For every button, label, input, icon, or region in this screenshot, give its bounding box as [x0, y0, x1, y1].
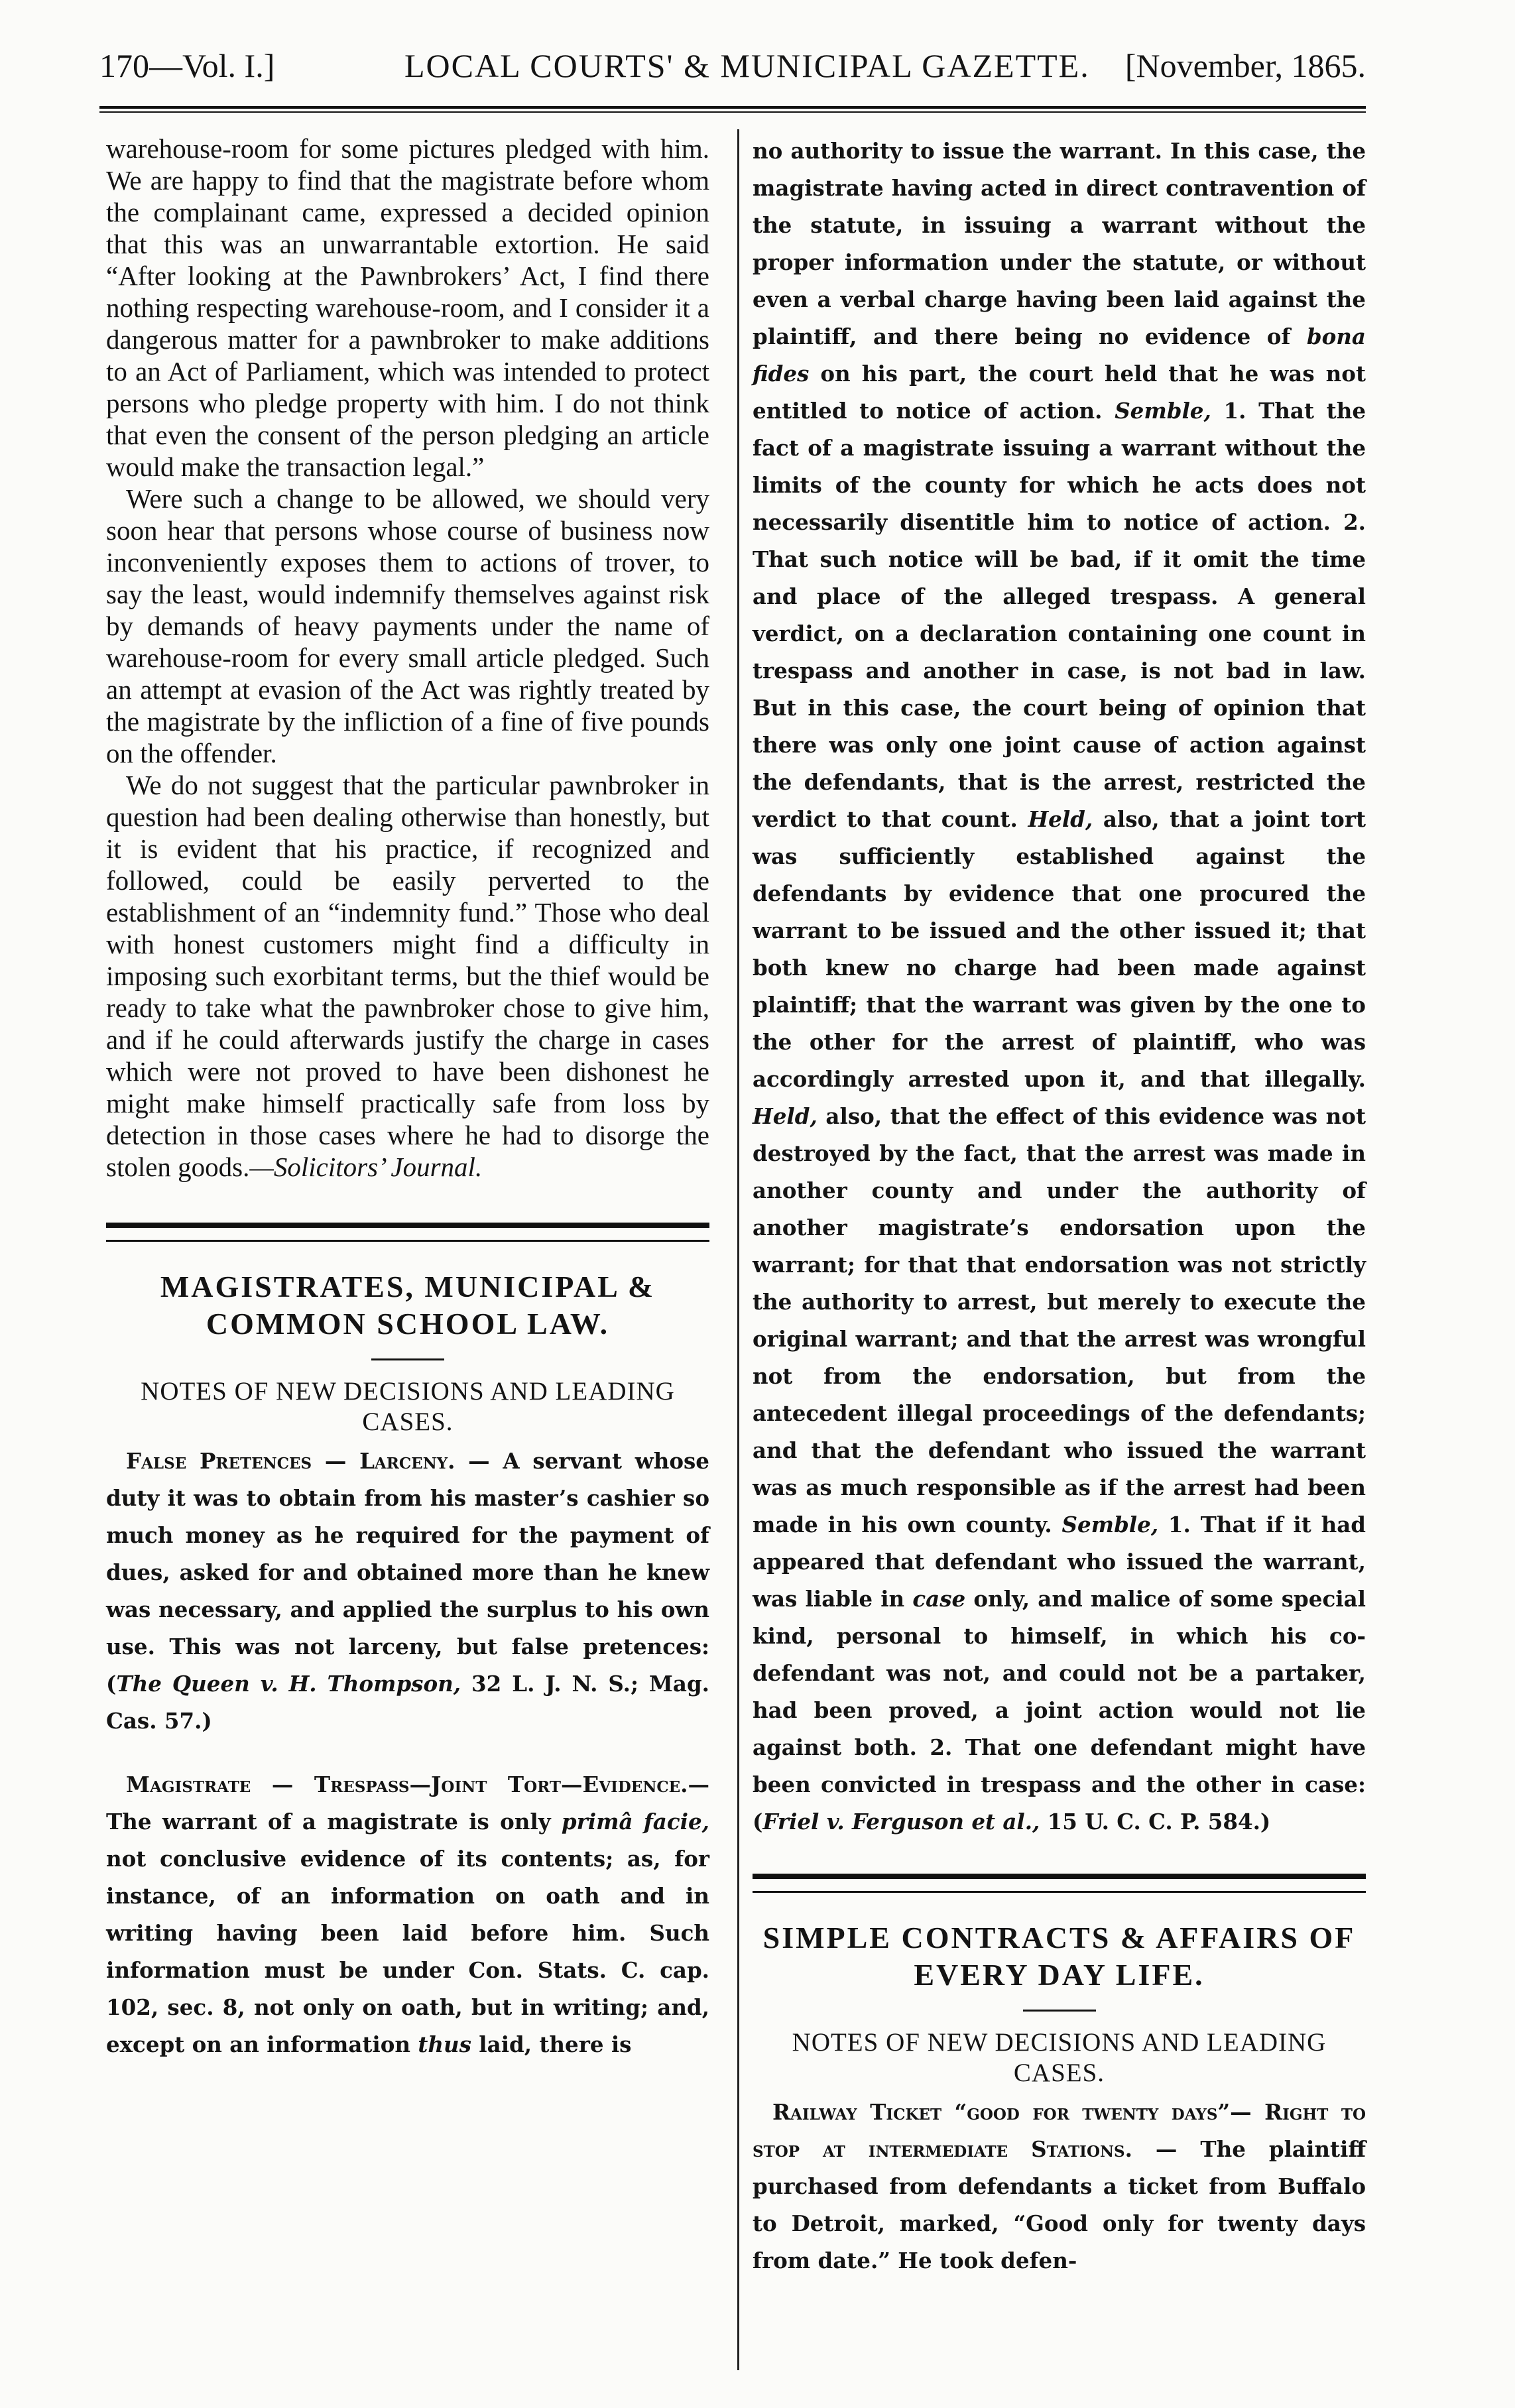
header-rule: [99, 106, 1366, 109]
issue-date: [November, 1865.: [1124, 47, 1366, 84]
section-separator: [753, 1874, 1366, 1893]
section-title: MAGISTRATES, MUNICIPAL & COMMON SCHOOL LAW.: [160, 1270, 656, 1341]
left-column: [106, 133, 709, 2063]
short-rule: [1023, 2010, 1096, 2012]
case-text: also, that the effect of this evidence was not destroyed by the fact, that the arrest was made in another county and under the authority of another magistrate’s endorsation upon the warrant; for that that endorsation was not strictly the authority to arrest, but merely to execute the original warrant; and that the arrest was wrongful not from the endorsation, but from the antecedent illegal proceedings of the defendants; and that the defendant who issued the warrant was as much responsible as if the arrest had been made in his own county.: [753, 1103, 1366, 1537]
case-italic: Semble,: [1061, 1512, 1159, 1537]
paragraph: Were such a change to be allowed, we should very soon hear that persons whose course of business now inconveniently exposes them to actions of trover, to say the least, would indemnify themselves against risk by demands of heavy payments under the name of warehouse-room for every small article pledged. Such an attempt at evasion of the Act was rightly treated by the magistrate by the infliction of a fine of five pounds on the offender.: [106, 483, 709, 768]
case-text: only, and malice of some special kind, personal to himself, in which his co-defendant was not, and could not be a partaker, had been proved, a joint action would not lie against both. 2. That one defendant might have been convicted in trespass and the other in case: (: [753, 1586, 1366, 1835]
case-text: not conclusive evidence of its contents; as, for instance, of an information on oath and in writing having been laid before him. Such information must be under Con. Stats. C. cap. 102, sec. 8, not only on oath, but in writing; and, except on an information: [106, 1846, 709, 2057]
section-title: SIMPLE CONTRACTS & AFFAIRS OF EVERY DAY LIFE.: [762, 1921, 1356, 1992]
case-italic: bona fides: [753, 324, 1366, 387]
case-heading: Magistrate — Trespass—Joint Tort—Evidence.—: [126, 1772, 709, 1797]
case-text: The warrant of a magistrate is only: [106, 1809, 562, 1835]
case-citation: The Queen v. H. Thompson,: [116, 1671, 461, 1697]
paragraph-text: We do not suggest that the particular pawnbroker in question had been dealing otherwise than honestly, but it is evident that his practice, if recognized and followed, could be easily perverted to the establishment of an “indemnity fund.” Those who deal with honest customers might find a difficulty in imposing such exorbitant terms, but the thief would be ready to take what the pawnbroker chose to give him, and if he could afterwards justify the charge in cases which were not proved to have been dishonest he might make himself practically safe from loss by detection in those cases where he had to disorge the stolen goods.: [106, 770, 709, 1182]
running-header: [99, 46, 1366, 106]
paragraph: warehouse-room for some pictures pledged with him. We are happy to find that the magistrate before whom the complainant came, expressed a decided opinion that this was an unwarrantable extortion. He said “After looking at the Pawnbrokers’ Act, I find there nothing respecting warehouse-room, and I consider it a dangerous matter for a pawnbroker to make additions to an Act of Parliament, which was intended to protect persons who pledge property with him. I do not think that even the consent of the person pledging an article would make the transaction legal.”: [106, 133, 709, 482]
case-text: 1. That the fact of a magistrate issuing a warrant without the limits of the county for which he acts does not necessarily disentitle him to notice of action. 2. That such notice will be bad, if it omit the time and place of the alleged trespass. A general verdict, on a declaration containing one count in trespass and another in case, is not bad in law. But in this case, the court being of opinion that there was only one joint cause of action against the defendants, that is the arrest, restricted the verdict to that count.: [753, 398, 1366, 832]
notes-title: NOTES OF NEW DECISIONS AND LEADING CASES.: [792, 2028, 1327, 2087]
header-rule-thin: [99, 111, 1366, 113]
case-text: The plaintiff purchased from defendants a ticket from Buffalo to Detroit, marked, “Good only for twenty days from date.” He took defen-: [753, 2136, 1366, 2273]
case-text: laid, there is: [471, 2031, 632, 2057]
case-italic: case: [912, 1586, 966, 1612]
case-text: no authority to issue the warrant. In this case, the magistrate having acted in direct contravention of the statute, in issuing a warrant without the proper information under the statute, or without even a verbal charge having been laid against the plaintiff, and there being no evidence of: [753, 138, 1366, 349]
case-heading: False Pretences — Larceny. —: [126, 1448, 490, 1474]
page-number: 170—Vol. I.]: [99, 47, 275, 84]
case-italic: primâ facie,: [561, 1809, 709, 1835]
case-italic: Semble,: [1115, 398, 1211, 424]
case-citation: Friel v. Ferguson et al.,: [762, 1809, 1040, 1835]
paragraph: [106, 769, 709, 1183]
case-italic: thus: [418, 2031, 471, 2057]
case-text: 32 L. J. N. S.; Mag. Cas. 57.): [106, 1671, 709, 1734]
case-entry: [753, 2094, 1366, 2279]
case-italic: Held,: [753, 1103, 818, 1129]
case-entry: [106, 1766, 709, 2063]
case-text: 1. That if it had appeared that defendant who issued the warrant, was liable in: [753, 1512, 1366, 1612]
short-rule: [371, 1358, 444, 1360]
case-entry: [106, 1443, 709, 1740]
section-separator: [106, 1223, 709, 1242]
case-continuation: [753, 133, 1366, 1840]
notes-title: NOTES OF NEW DECISIONS AND LEADING CASES.: [141, 1377, 675, 1436]
case-text: 15 U. C. C. P. 584.): [1040, 1809, 1271, 1835]
case-heading: Railway Ticket “good for twenty days”— Right to stop at intermediate Stations. —: [753, 2099, 1366, 2162]
column-divider: [737, 129, 739, 2370]
case-text: A servant whose duty it was to obtain from his master’s cashier so much money as he required for the payment of dues, asked for and obtained more than he knew was necessary, and applied the surplus to his own use. This was not larceny, but false pretences: (: [106, 1448, 709, 1697]
right-column: [753, 133, 1366, 2279]
source-credit: —Solicitors’ Journal.: [249, 1152, 483, 1182]
publication-title: LOCAL COURTS' & MUNICIPAL GAZETTE.: [404, 47, 1090, 84]
case-text: on his part, the court held that he was not entitled to notice of action.: [753, 361, 1366, 424]
case-italic: Held,: [1028, 806, 1093, 832]
case-text: also, that a joint tort was sufficiently established against the defendants by evidence that one procured the warrant to be issued and the other issued it; that both knew no charge had been made against plaintiff; that the warrant was given by the one to the other for the arrest of plaintiff, who was accordingly arrested upon it, and that illegally.: [753, 806, 1366, 1092]
